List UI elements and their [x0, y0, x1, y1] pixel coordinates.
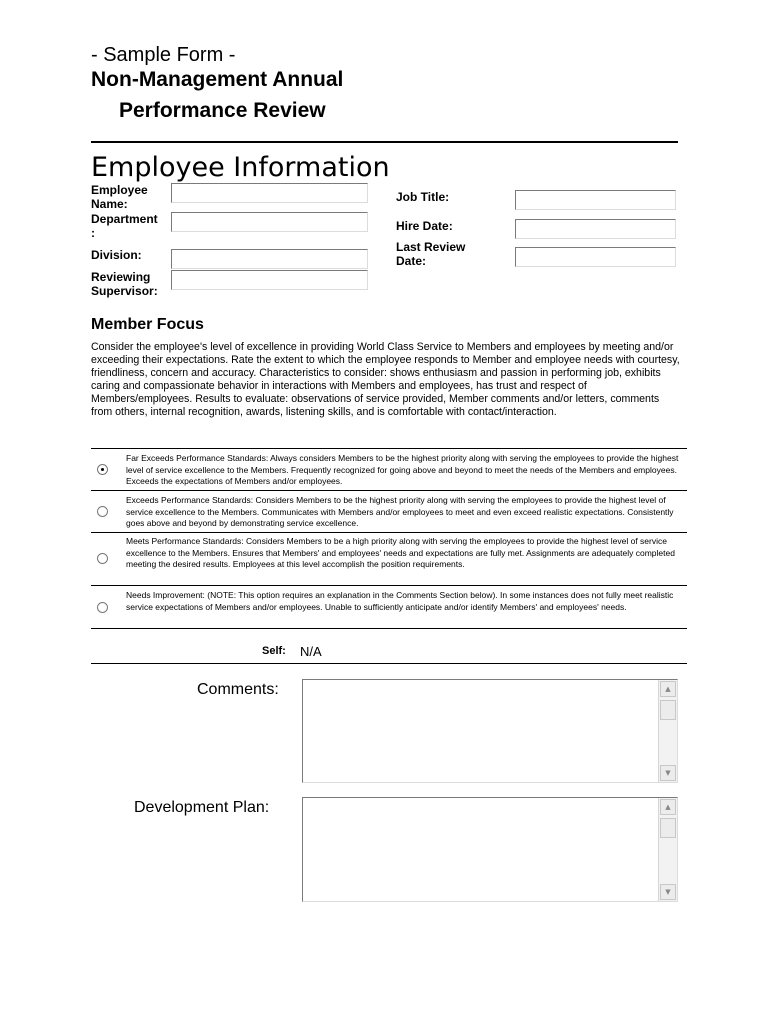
- employee-name-field[interactable]: [171, 183, 368, 203]
- scroll-down-icon[interactable]: ▼: [660, 765, 676, 781]
- radio-needs-improvement[interactable]: [97, 602, 108, 613]
- development-plan-textarea[interactable]: [302, 797, 678, 902]
- scroll-thumb[interactable]: [660, 818, 676, 838]
- rating-option-text: Needs Improvement: (NOTE: This option requires an explanation in the Comments Section below). In some instances does not fully meet realistic service expectations of Members and/or employees. Unable to sufficiently anticipate and/or identify Members' and employees' needs.: [126, 590, 674, 612]
- rating-option-needs-improvement: [91, 585, 687, 629]
- self-divider: [91, 663, 687, 664]
- scroll-up-icon[interactable]: ▲: [660, 681, 676, 697]
- scroll-up-icon[interactable]: ▲: [660, 799, 676, 815]
- employee-name-label: Employee Name:: [91, 183, 148, 211]
- self-value: N/A: [300, 644, 322, 659]
- job-title-label: Job Title:: [396, 190, 450, 204]
- division-label: Division:: [91, 248, 142, 262]
- rating-option-text: Far Exceeds Performance Standards: Always considers Members to be the highest priority along with serving the employees to provide the highest level of service excellence to the Members. Frequently recognized for going above and beyond to meet the needs of the Members and employees. Exceeds the expectations of Members and/or employees.: [126, 453, 679, 486]
- scroll-thumb[interactable]: [660, 700, 676, 720]
- department-field[interactable]: [171, 212, 368, 232]
- radio-meets[interactable]: [97, 553, 108, 564]
- department-label: Department :: [91, 212, 158, 240]
- development-plan-label: Development Plan:: [134, 799, 270, 816]
- comments-label: Comments:: [197, 681, 279, 698]
- reviewing-supervisor-label: Reviewing Supervisor:: [91, 270, 158, 298]
- member-focus-description: Consider the employee's level of excellence in providing World Class Service to Members and employees by meeting and/or exceeding their expectations. Rate the extent to which the employee responds to Member and employee needs with courtesy, friendliness, concern and accuracy. Characteristics to consider: shows enthusiasm and passion in performing job, exhibits caring and compassionate behavior in interactions with Members and employees, has trust and respect of Members/employees. Results to evaluate: observations of service provided, Member comments and/or letters, comments from others, internal recognition, awards, listening skills, and is comfortable with contact/interaction.: [91, 341, 680, 418]
- hire-date-field[interactable]: [515, 219, 676, 239]
- comments-textarea[interactable]: [302, 679, 678, 783]
- page-title-line2: Performance Review: [119, 99, 326, 122]
- last-review-date-field[interactable]: [515, 247, 676, 267]
- reviewing-supervisor-field[interactable]: [171, 270, 368, 290]
- rating-option-text: Meets Performance Standards: Considers Members to be a high priority along with serving the employees to provide the highest level of service excellence to the Members. Ensures that Members' and employees' needs and expectations are fully met. Assignments are adequately completed meeting the desired results. Employees at this level accomplish the position requirements.: [126, 536, 675, 569]
- radio-exceeds[interactable]: [97, 506, 108, 517]
- last-review-date-label: Last Review Date:: [396, 240, 466, 268]
- job-title-field[interactable]: [515, 190, 676, 210]
- self-label: Self:: [262, 645, 286, 657]
- page-title-line1: Non-Management Annual: [91, 68, 344, 91]
- division-field[interactable]: [171, 249, 368, 269]
- radio-far-exceeds[interactable]: [97, 464, 108, 475]
- scroll-down-icon[interactable]: ▼: [660, 884, 676, 900]
- header-divider: [91, 141, 678, 143]
- comments-scrollbar[interactable]: [658, 680, 677, 782]
- hire-date-label: Hire Date:: [396, 219, 453, 233]
- member-focus-heading: Member Focus: [91, 316, 204, 333]
- rating-option-exceeds: [91, 490, 687, 532]
- employee-info-heading: Employee Information: [91, 152, 390, 183]
- rating-option-text: Exceeds Performance Standards: Considers Members to be the highest priority along with serving the employees to provide the highest level of service excellence to the Members. Communicates with Members and/or employees to meet and even exceed realistic expectations. Consistently goes above and beyond by demonstrating service excellence.: [126, 495, 674, 528]
- form-subtitle: - Sample Form -: [91, 44, 236, 66]
- rating-options: [91, 448, 687, 629]
- rating-option-far-exceeds: [91, 448, 687, 490]
- rating-option-meets: [91, 532, 687, 585]
- development-plan-scrollbar[interactable]: [658, 798, 677, 901]
